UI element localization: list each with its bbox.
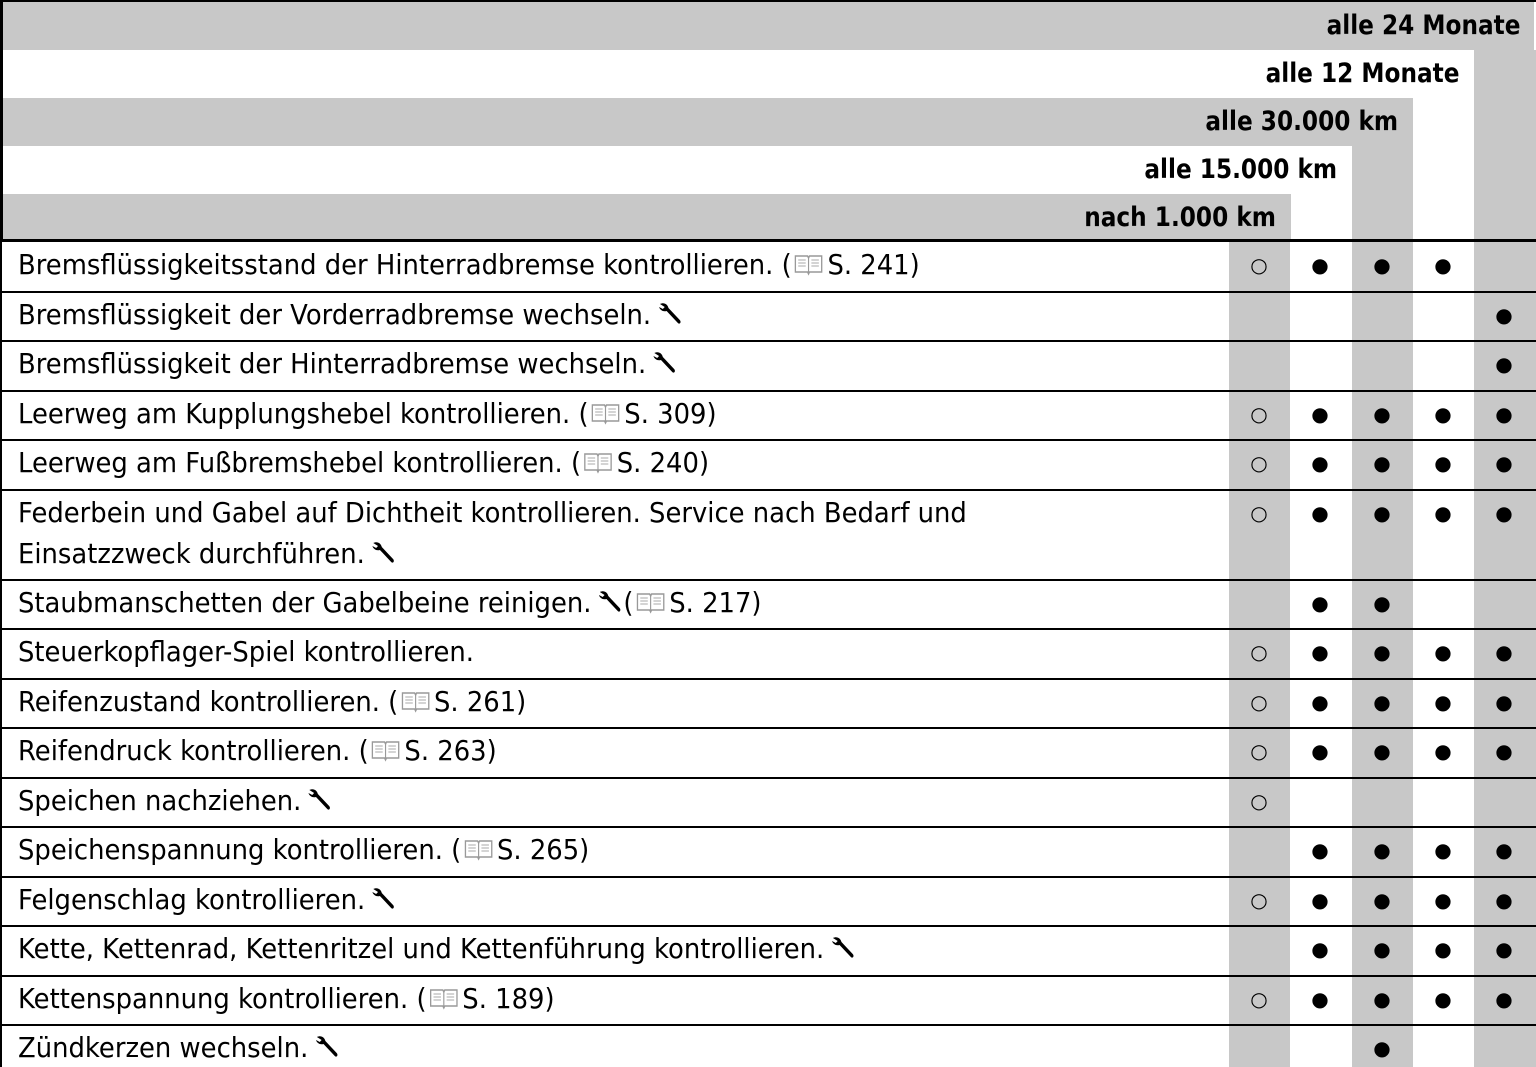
interval-band-1 [2, 50, 1474, 98]
book-icon [463, 832, 493, 856]
first-service-mark: ○ [1250, 888, 1268, 912]
interval-mark: ● [1495, 987, 1513, 1011]
task-cell [18, 781, 1146, 822]
interval-mark: ● [1311, 253, 1329, 277]
task-text: Zündkerzen wechseln. [18, 1032, 309, 1064]
interval-mark: ● [1311, 739, 1329, 763]
interval-mark: ● [1373, 501, 1391, 525]
interval-mark: ● [1373, 987, 1391, 1011]
interval-mark: ● [1373, 690, 1391, 714]
interval-mark: ● [1495, 451, 1513, 475]
task-cell [18, 295, 1146, 336]
task-cell [18, 1028, 1146, 1067]
divider [0, 777, 1536, 779]
first-service-mark: ○ [1250, 640, 1268, 664]
page-reference[interactable]: S. 263 [404, 735, 487, 767]
wrench-icon [312, 1031, 340, 1057]
interval-mark: ● [1495, 402, 1513, 426]
interval-mark: ● [1311, 937, 1329, 961]
interval-mark: ● [1373, 937, 1391, 961]
task-text: Leerweg am Fußbremshebel kontrollieren. [18, 447, 563, 479]
task-cell: Reifendruck kontrollieren. ( S. 263) [18, 735, 497, 767]
task-cell: Leerweg am Fußbremshebel kontrollieren. ( S. 240) [18, 447, 710, 479]
page-reference[interactable]: S. 265 [496, 834, 580, 866]
interval-mark: ● [1434, 402, 1452, 426]
task-cell: Speichenspannung kontrollieren. ( S. 265) [18, 834, 590, 866]
interval-mark: ● [1311, 501, 1329, 525]
interval-mark: ● [1495, 501, 1513, 525]
divider [0, 0, 1536, 2]
interval-mark: ● [1373, 739, 1391, 763]
task-cell: Kettenspannung kontrollieren. ( S. 189) [18, 983, 555, 1015]
task-cell [18, 929, 1146, 970]
task-text: Bremsflüssigkeit der Vorderradbremse wechseln. [18, 299, 652, 331]
wrench-icon [655, 298, 683, 324]
task-text: Reifendruck kontrollieren. [18, 735, 351, 767]
task-text: Federbein und Gabel auf Dichtheit kontrollieren. Service nach Bedarf und Einsatzzweck durchführen. [18, 497, 967, 570]
interval-mark: ● [1311, 690, 1329, 714]
interval-mark: ● [1434, 937, 1452, 961]
divider [0, 489, 1536, 491]
task-text: Bremsflüssigkeit der Hinterradbremse wechseln. [18, 348, 647, 380]
task-text: Felgenschlag kontrollieren. [18, 884, 366, 916]
wrench-icon [369, 537, 397, 563]
interval-mark: ● [1495, 937, 1513, 961]
divider [0, 727, 1536, 729]
task-text: Kettenspannung kontrollieren. [18, 983, 409, 1015]
interval-mark: ● [1434, 888, 1452, 912]
interval-band-4 [2, 194, 1291, 242]
interval-mark: ● [1434, 253, 1452, 277]
divider [0, 826, 1536, 828]
interval-mark: ● [1311, 640, 1329, 664]
interval-mark: ● [1495, 352, 1513, 376]
interval-label: nach 1.000 km [1084, 202, 1276, 233]
interval-mark: ● [1311, 402, 1329, 426]
interval-mark: ● [1311, 987, 1329, 1011]
interval-band-0 [2, 2, 1534, 50]
wrench-icon [595, 586, 623, 612]
interval-band-2 [2, 98, 1413, 146]
interval-mark: ● [1311, 591, 1329, 615]
book-icon [428, 981, 458, 1005]
first-service-mark: ○ [1250, 739, 1268, 763]
interval-mark: ● [1434, 739, 1452, 763]
page-reference[interactable]: S. 240 [616, 447, 699, 479]
interval-mark: ● [1434, 987, 1452, 1011]
divider [0, 876, 1536, 878]
task-cell [18, 493, 1146, 575]
interval-mark: ● [1373, 402, 1391, 426]
book-icon [590, 396, 620, 420]
task-cell: Reifenzustand kontrollieren. ( S. 261) [18, 686, 527, 718]
first-service-mark: ○ [1250, 501, 1268, 525]
interval-label: alle 24 Monate [1326, 10, 1520, 41]
first-service-mark: ○ [1250, 987, 1268, 1011]
interval-mark: ● [1373, 838, 1391, 862]
interval-mark: ● [1434, 640, 1452, 664]
interval-label: alle 30.000 km [1205, 106, 1398, 137]
interval-mark: ● [1311, 451, 1329, 475]
first-service-mark: ○ [1250, 402, 1268, 426]
divider [0, 628, 1536, 630]
divider [0, 239, 1536, 242]
divider [0, 1024, 1536, 1026]
wrench-icon [305, 784, 333, 810]
book-icon [400, 684, 430, 708]
interval-mark: ● [1434, 501, 1452, 525]
task-text: Steuerkopflager-Spiel kontrollieren. [18, 636, 474, 668]
interval-mark: ● [1373, 888, 1391, 912]
task-cell: Leerweg am Kupplungshebel kontrollieren. ( S. 309) [18, 398, 717, 430]
divider [0, 678, 1536, 680]
page-reference[interactable]: S. 217 [669, 587, 752, 619]
page-reference[interactable]: S. 241 [827, 249, 910, 281]
wrench-icon [369, 883, 397, 909]
divider [0, 579, 1536, 581]
interval-band-3 [2, 146, 1352, 194]
task-cell [18, 344, 1146, 385]
interval-mark: ● [1373, 640, 1391, 664]
task-text: Speichen nachziehen. [18, 785, 302, 817]
interval-mark: ● [1495, 303, 1513, 327]
task-text: Staubmanschetten der Gabelbeine reinigen. [18, 587, 592, 619]
interval-mark: ● [1434, 838, 1452, 862]
interval-mark: ● [1495, 739, 1513, 763]
divider [0, 975, 1536, 977]
header-left-border [0, 0, 3, 241]
interval-mark: ● [1311, 838, 1329, 862]
divider [0, 291, 1536, 293]
interval-label: alle 15.000 km [1144, 154, 1337, 185]
interval-label: alle 12 Monate [1265, 58, 1459, 89]
book-icon [371, 733, 401, 757]
first-service-mark: ○ [1250, 253, 1268, 277]
book-icon [635, 585, 665, 609]
first-service-mark: ○ [1250, 789, 1268, 813]
task-text: Bremsflüssigkeitsstand der Hinterradbremse kontrollieren. [18, 249, 774, 281]
task-cell [18, 632, 1146, 673]
interval-mark: ● [1495, 640, 1513, 664]
first-service-mark: ○ [1250, 451, 1268, 475]
task-text: Leerweg am Kupplungshebel kontrollieren. [18, 398, 571, 430]
wrench-icon [828, 932, 856, 958]
task-text: Speichenspannung kontrollieren. [18, 834, 443, 866]
divider [0, 390, 1536, 392]
first-service-mark: ○ [1250, 690, 1268, 714]
task-text: Kette, Kettenrad, Kettenritzel und Kettenführung kontrollieren. [18, 933, 825, 965]
wrench-icon [650, 347, 678, 373]
task-cell: Bremsflüssigkeitsstand der Hinterradbremse kontrollieren. ( S. 241) [18, 249, 920, 281]
page-reference[interactable]: S. 261 [433, 686, 517, 718]
interval-mark: ● [1434, 451, 1452, 475]
interval-mark: ● [1495, 888, 1513, 912]
page-reference[interactable]: S. 189 [462, 983, 545, 1015]
task-text: Reifenzustand kontrollieren. [18, 686, 380, 718]
interval-mark: ● [1373, 591, 1391, 615]
interval-mark: ● [1373, 1036, 1391, 1060]
interval-mark: ● [1495, 838, 1513, 862]
interval-mark: ● [1495, 690, 1513, 714]
divider [0, 925, 1536, 927]
book-icon [794, 247, 824, 271]
interval-mark: ● [1373, 253, 1391, 277]
interval-mark: ● [1373, 451, 1391, 475]
divider [0, 340, 1536, 342]
task-cell [18, 880, 1146, 921]
interval-mark: ● [1311, 888, 1329, 912]
page-reference[interactable]: S. 309 [624, 398, 707, 430]
interval-mark: ● [1434, 690, 1452, 714]
book-icon [583, 445, 613, 469]
task-cell: Staubmanschetten der Gabelbeine reinigen. ( S. 217) [18, 587, 762, 619]
divider [0, 439, 1536, 441]
